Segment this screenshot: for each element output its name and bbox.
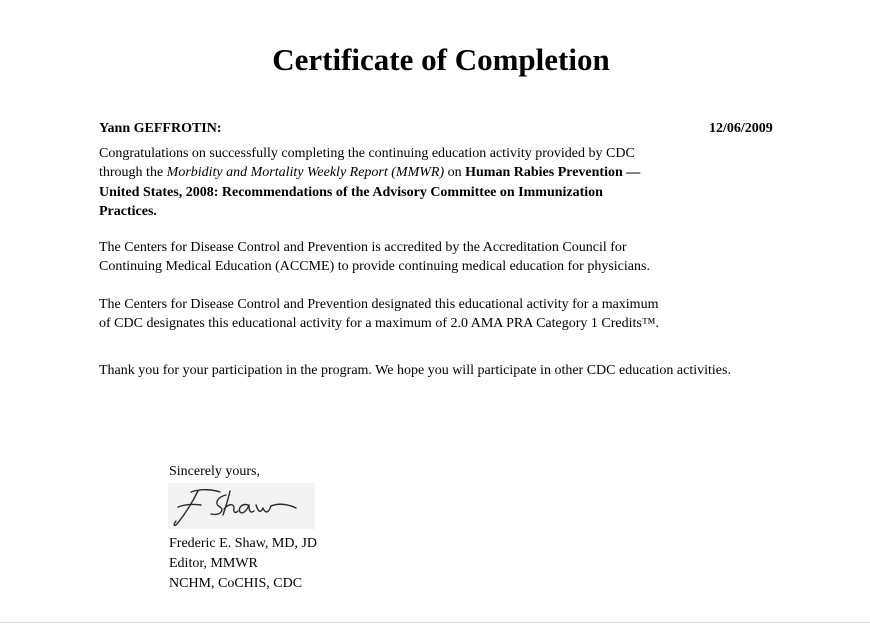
signature-image [168,483,315,529]
completion-date: 12/06/2009 [709,121,773,136]
accreditation-line-2: Continuing Medical Education (ACCME) to provide continuing medical education for physicians. [99,259,650,275]
recipient-name: Yann GEFFROTIN: [99,121,222,136]
through-text: through the [99,165,167,181]
congratulations-line-1: Congratulations on successfully completing the continuing education activity provided by CDC [99,146,635,161]
congratulations-paragraph [99,144,640,222]
on-text: on [444,165,466,181]
signatory-role: Editor, MMWR [169,556,258,571]
signature-handwriting [168,483,315,529]
closing-text: Sincerely yours, [169,464,260,479]
signatory-organization: NCHM, CoCHIS, CDC [169,576,303,591]
course-title-part-3: Practices. [99,204,157,220]
credit-designation-paragraph [99,295,659,334]
course-title-part-2: United States, 2008: Recommendations of the Advisory Committee on Immunization [99,184,603,200]
credit-line-1: The Centers for Disease Control and Prevention designated this educational activity for a maximum [99,297,659,312]
accreditation-line-1: The Centers for Disease Control and Prevention is accredited by the Accreditation Council for [99,240,627,255]
credit-line-2: of CDC designates this educational activity for a maximum of 2.0 AMA PRA Category 1 Credits™. [99,316,660,332]
signatory-block [169,534,317,594]
signatory-name: Frederic E. Shaw, MD, JD [169,536,318,551]
certificate-title: Certificate of Completion [272,42,610,77]
thank-you-paragraph: Thank you for your participation in the program. We hope you will participate in other CDC education activities. [99,363,731,378]
publication-name: Morbidity and Mortality Weekly Report (MMWR) [166,165,445,181]
course-title-part-1: Human Rabies Prevention — [465,165,641,181]
bottom-divider [0,622,870,623]
accreditation-paragraph [99,238,650,277]
congratulations-line-2 [99,163,640,182]
